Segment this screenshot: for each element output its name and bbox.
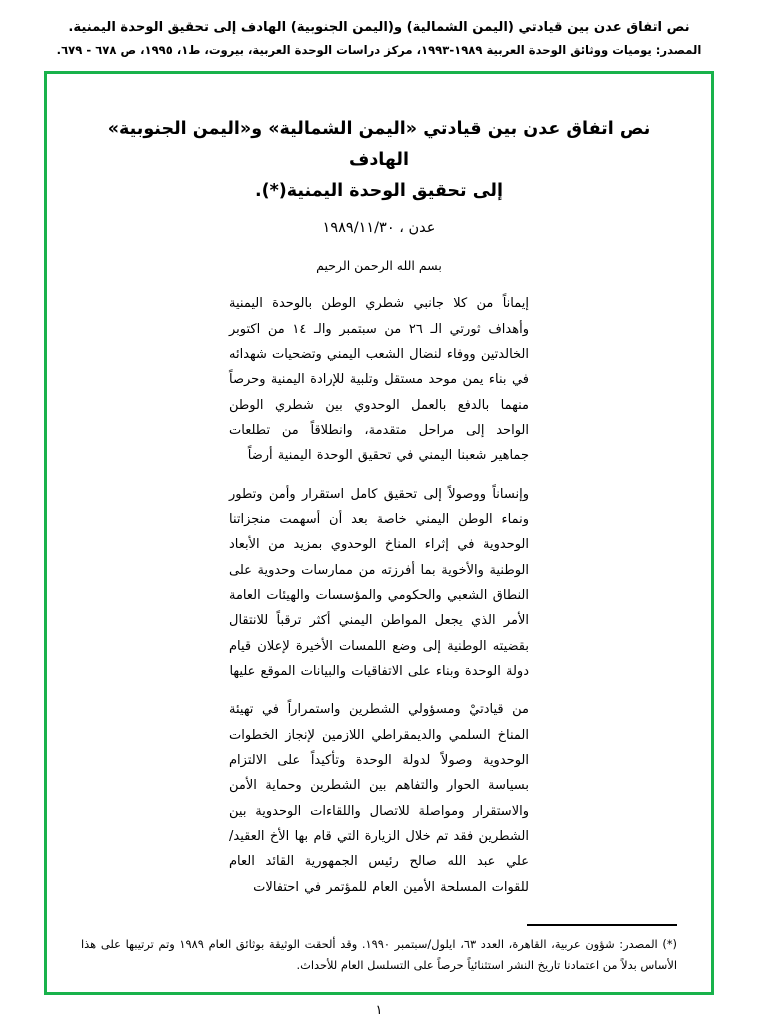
header-title: نص اتفاق عدن بين قيادتي (اليمن الشمالية) و(اليمن الجنوبية) الهادف إلى تحقيق الوحدة اليمنية. [68, 20, 690, 35]
page-number: ١ [375, 1003, 383, 1018]
dateline: عدن ، ١٩٨٩/١١/٣٠ [322, 220, 436, 237]
document-header [0, 0, 758, 59]
footnote-divider [527, 924, 677, 926]
footnote-text: (*) المصدر: شؤون عربية، القاهرة، العدد ٦٣، ايلول/سبتمبر ١٩٩٠. وقد ألحقت الوثيقة بوثائق العام ١٩٨٩ وتم ترتيبها على هذا الأساس بدلاً من اعتمادنا تاريخ النشر استثنائياً حرصاً على التسلسل العام للأحداث. [81, 936, 677, 972]
paragraph: من قيادتيْ ومسؤولي الشطرين واستمراراً في تهيئة المناخ السلمي والديمقراطي اللازمين لإنجاز الخطوات الوحدوية وصولاً لدولة الوحدة وتأكيداً على الالتزام بسياسة الحوار والتفاهم بين الشطرين وحماية الأمن والاستقرار ومواصلة للاتصال واللقاءات الوحدوية بين الشطرين فقد تم خلال الزيارة التي قام بها الأخ العقيد/ علي عبد الله صالح رئيس الجمهورية القائد العام للقوات المسلحة الأمين العام للمؤتمر في احتفالات [229, 702, 529, 895]
page-title-line-2: إلى تحقيق الوحدة اليمنية(*). [255, 180, 503, 201]
green-bordered-content-frame [44, 71, 714, 995]
paragraph: وإنساناً ووصولاً إلى تحقيق كامل استقرار وأمن وتطور ونماء الوطن اليمني خاصة بعد أن أسهمت منجزاتنا الوحدوية في إثراء المناخ الوحدوي بمزيد من الأبعاد الوطنية والأخوية بما أفرزته من ممارسات وحدوية على النطاق الشعبي والحكومي والمؤسسات والهيئات العامة الأمر الذي يجعل المواطن اليمني أكثر ترقباً للانتقال بقضيته الوطنية إلى وضع اللمسات الأخيرة لإعلان قيام دولة الوحدة وبناء على الاتفاقيات والبيانات الموقع عليها [229, 486, 529, 680]
page-title [99, 114, 659, 206]
header-source: المصدر: يوميات ووثائق الوحدة العربية ١٩٨٩-١٩٩٣، مركز دراسات الوحدة العربية، بيروت، ط١، ١٩٩٥، ص ٦٧٨ - ٦٧٩. [56, 42, 702, 57]
footnote-area [81, 924, 677, 976]
body-text-column [229, 291, 529, 900]
page-title-line-1: نص اتفاق عدن بين قيادتي «اليمن الشمالية» و«اليمن الجنوبية» الهادف [107, 119, 651, 170]
basmala-line: بسم الله الرحمن الرحيم [316, 258, 442, 274]
paragraph: إيماناً من كلا جانبي شطري الوطن بالوحدة اليمنية وأهداف ثورتي الـ ٢٦ من سبتمبر والـ ١٤ من اكتوبر الخالدتين ووفاء لنضال الشعب اليمني وتضحيات شهدائه في بناء يمن موحد مستقل وتلبية للإرادة اليمنية وحرصاً منهما بالدفع بالعمل الوحدوي بين شطري الوطن الواحد إلى مراحل متقدمة، وانطلاقاً من تطلعات جماهير شعبنا اليمني في تحقيق الوحدة اليمنية أرضاً [229, 296, 529, 464]
